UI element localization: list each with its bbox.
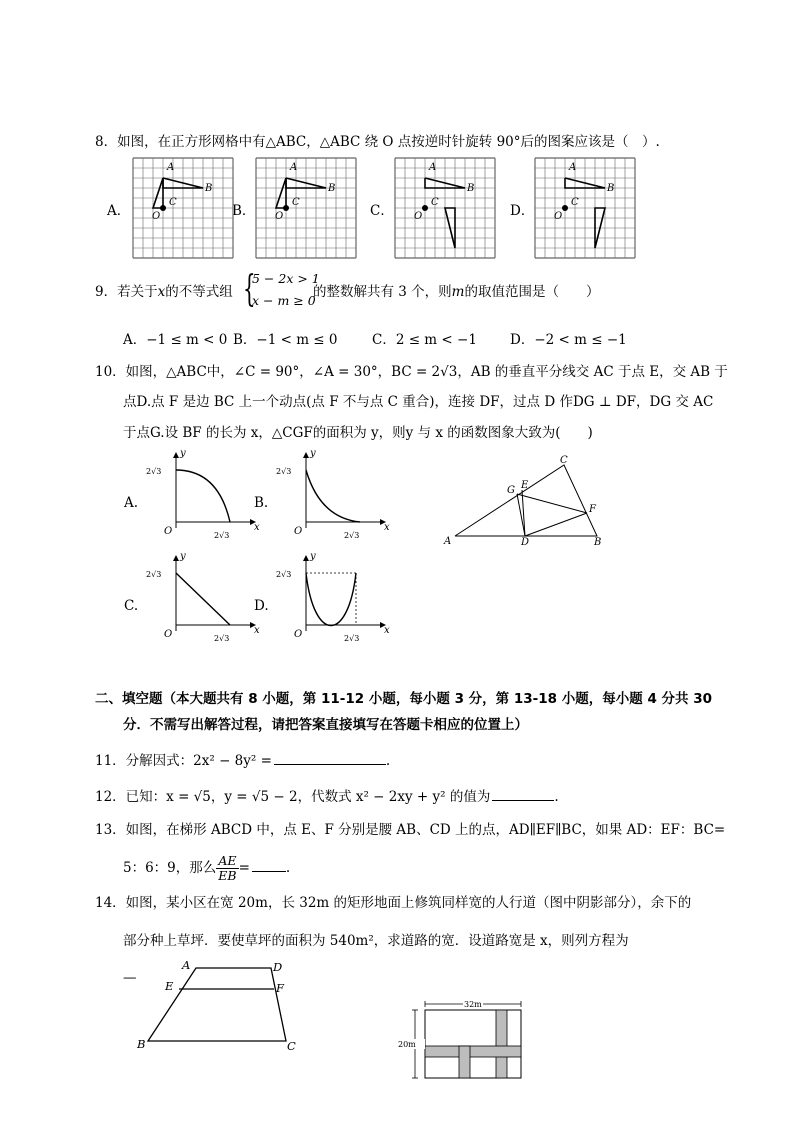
q10-line-3: 于点G.设 BF 的长为 x，△CGF的面积为 y，则y 与 x 的函数图象大致为( ) [123, 425, 593, 441]
q10-option-c-label: C. [124, 598, 139, 614]
tri-label-g: G [507, 485, 515, 496]
q10-graph-d [270, 551, 390, 647]
q11-answer-blank[interactable] [274, 750, 386, 765]
trap-label-b: B [137, 1037, 146, 1051]
q13-line-2: 5：6：9，那么 $\frac{AE}{EB}$ = . [123, 853, 291, 883]
curve-a [176, 470, 230, 522]
q11-question: 11．分解因式：2x² − 8y² = . [95, 750, 390, 770]
tri-label-d: D [521, 537, 530, 548]
y-value-label: 2√3 [146, 570, 162, 579]
q8-option-d-label: D． [510, 203, 535, 219]
x-value-label: 2√3 [344, 531, 360, 540]
label-c: C [431, 197, 439, 208]
trap-label-f: F [276, 981, 284, 995]
point-o [160, 205, 166, 211]
label-c: C [571, 197, 579, 208]
y-axis-arrow [303, 555, 309, 561]
q10-option-d-label: D. [254, 598, 269, 614]
axis-y-label: y [310, 551, 316, 562]
tri-label-c: C [560, 455, 568, 466]
q12-question: 12．已知：x = √5，y = √5 − 2，代数式 x² − 2xy + y² 的值为 . [95, 786, 559, 806]
label-a: A [167, 162, 175, 173]
q14-line-1: 14．如图，某小区在宽 20m，长 32m 的矩形地面上修筑同样宽的人行道（图中阴影部分），余下的 [95, 895, 692, 911]
axis-y-label: y [310, 448, 316, 459]
section-2-heading-line-1: 二、填空题（本大题共有 8 小题，第 11-12 小题，每小题 3 分，第 13-18 小题，每小题 4 分共 30 [95, 691, 713, 707]
origin-label: O [164, 629, 173, 640]
label-o: O [414, 211, 423, 222]
q13-fraction: $\frac{AE}{EB}$ [218, 853, 237, 883]
origin-label: O [294, 526, 303, 537]
x-value-label: 2√3 [344, 634, 360, 643]
q8-grid-c [395, 158, 495, 258]
point-o [422, 205, 428, 211]
q10-option-a-label: A. [124, 495, 139, 511]
label-b: B [467, 183, 475, 194]
q14-road-figure [395, 996, 530, 1082]
curve-b [306, 470, 360, 522]
y-axis-arrow [303, 452, 309, 458]
q9-option-d: D．−2 < m ≤ −1 [510, 332, 627, 348]
label-o: O [152, 211, 161, 222]
origin-label: O [294, 629, 303, 640]
q8-option-c-label: C． [370, 203, 394, 219]
q9-option-c: C．2 ≤ m < −1 [372, 332, 477, 348]
q10-graph-c [140, 551, 260, 647]
q10-graph-a [140, 448, 260, 544]
label-b: B [328, 183, 336, 194]
q8-stem: 8．如图，在正方形网格中有△ABC，△ABC 绕 O 点按逆时针旋转 90°后的图案应该是（ ）. [95, 134, 660, 150]
y-value-label: 2√3 [276, 467, 292, 476]
y-axis-arrow [173, 555, 179, 561]
tri-label-e: E [521, 480, 529, 491]
y-axis-arrow [173, 452, 179, 458]
label-a: A [569, 162, 577, 173]
q9-option-a: A．−1 ≤ m < 0 [123, 332, 228, 348]
road-height-label: 20m [398, 1040, 416, 1049]
axis-x-label: x [254, 625, 260, 636]
q10-triangle-figure [440, 455, 610, 550]
q8-grid-d [535, 158, 635, 258]
q8-grid-b [256, 158, 356, 258]
road-width-label: 32m [464, 1000, 482, 1009]
tri-label-b: B [594, 537, 602, 548]
q9-stem-pre: 9．若关于x的不等式组 [95, 284, 233, 300]
point-o [283, 205, 289, 211]
origin-label: O [164, 526, 173, 537]
y-value-label: 2√3 [276, 570, 292, 579]
label-a: A [290, 162, 298, 173]
tri-label-a: A [444, 536, 452, 547]
q9-brace: { [243, 269, 256, 310]
q9-option-b: B．−1 < m ≤ 0 [233, 332, 338, 348]
q9-inequality-2: x − m ≥ 0 [252, 293, 316, 308]
q12-answer-blank[interactable] [492, 786, 554, 801]
q8-option-b-label: B． [232, 203, 256, 219]
label-b: B [607, 183, 615, 194]
q14-line-2: 部分种上草坪．要使草坪的面积为 540m²，求道路的宽．设道路宽是 x，则列方程为 [123, 933, 629, 949]
q9-inequality-1: 5 − 2x > 1 [252, 271, 320, 286]
q10-line-2: 点D.点 F 是边 BC 上一个动点(点 F 不与点 C 重合)，连接 DF，过点 D 作DG ⊥ DF，DG 交 AC [123, 394, 714, 410]
trap-label-e: E [165, 979, 174, 993]
q9-stem-post: 的整数解共有 3 个，则m的取值范围是（ ） [313, 284, 600, 300]
axis-x-label: x [384, 522, 390, 533]
trap-label-a: A [182, 958, 191, 972]
q8-option-a-label: A． [107, 203, 131, 219]
rotated-triangle [153, 178, 163, 208]
label-o: O [554, 211, 563, 222]
x-value-label: 2√3 [214, 531, 230, 540]
q13-answer-blank[interactable] [252, 857, 286, 872]
axis-y-label: y [180, 551, 186, 562]
axis-x-label: x [254, 522, 260, 533]
line-c [176, 573, 230, 625]
q10-line-1: 10．如图，△ABC中，∠C = 90°，∠A = 30°，BC = 2√3，AB 的垂直平分线交 AC 于点 E，交 AB 于 [95, 364, 728, 380]
x-value-label: 2√3 [214, 634, 230, 643]
label-c: C [169, 197, 177, 208]
tri-label-f: F [589, 504, 596, 515]
rotated-triangle [276, 178, 286, 208]
axis-y-label: y [180, 448, 186, 459]
trap-label-c: C [287, 1039, 296, 1053]
q10-graph-b [270, 448, 390, 544]
label-c: C [292, 197, 300, 208]
label-b: B [205, 183, 213, 194]
y-value-label: 2√3 [146, 467, 162, 476]
label-o: O [275, 211, 284, 222]
q13-trapezoid-figure [135, 958, 305, 1053]
q13-line-1: 13．如图，在梯形 ABCD 中，点 E、F 分别是腰 AB、CD 上的点，AD∥EF∥BC，如果 AD：EF：BC= [95, 822, 726, 838]
q14-answer-dash[interactable]: — [123, 970, 137, 986]
curve-d [306, 573, 356, 626]
q8-grid-a [133, 158, 233, 258]
label-a: A [429, 162, 437, 173]
trap-label-d: D [273, 960, 283, 974]
q10-option-b-label: B. [254, 495, 269, 511]
point-o [562, 205, 568, 211]
axis-x-label: x [384, 625, 390, 636]
section-2-heading-line-2: 分．不需写出解答过程，请把答案直接填写在答题卡相应的位置上） [123, 717, 528, 733]
